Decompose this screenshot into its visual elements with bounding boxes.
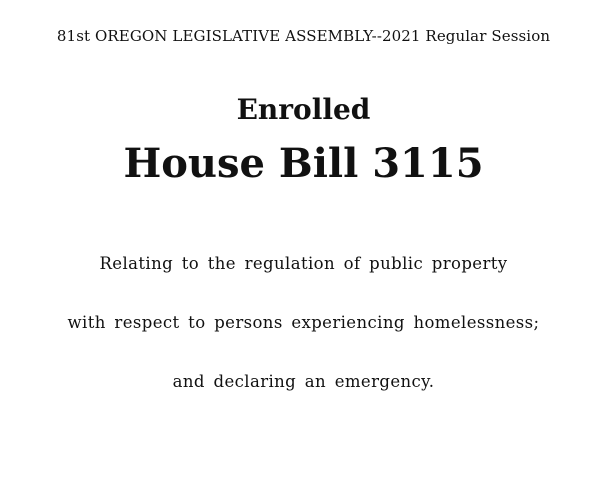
- relating-clause-line-3: and declaring an emergency.: [172, 372, 435, 391]
- relating-clause-line-2: with respect to persons experiencing homelessness;: [67, 313, 540, 332]
- relating-clause-line-1: Relating to the regulation of public property: [99, 254, 508, 273]
- session-header: 81st OREGON LEGISLATIVE ASSEMBLY--2021 Regular Session: [56, 27, 551, 45]
- enrolled-label: Enrolled: [236, 93, 371, 126]
- bill-title: House Bill 3115: [123, 140, 484, 187]
